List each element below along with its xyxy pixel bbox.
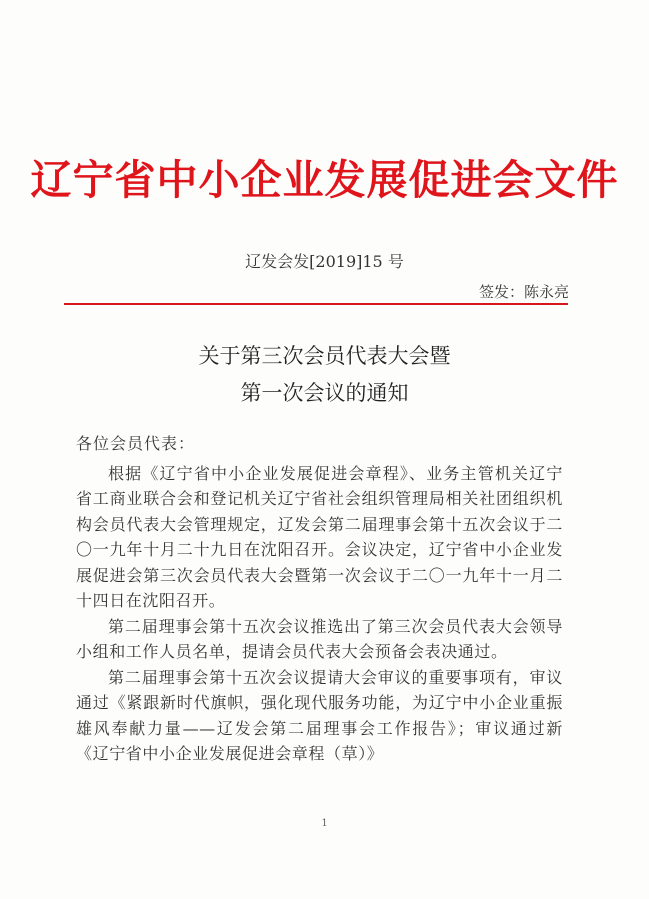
red-divider-line: [64, 303, 568, 305]
body-paragraph-3: 第二届理事会第十五次会议提请大会审议的重要事项有，审议通过《紧跟新时代旗帜，强化现代服务功能，为辽宁中小企业重振雄风奉献力量——辽发会第二届理事会工作报告》；审议通过新《辽宁省中小企业发展促进会章程（草）》: [76, 667, 563, 763]
document-number: 辽发会发[2019]15 号: [245, 252, 404, 271]
body-paragraph-1: 根据《辽宁省中小企业发展促进会章程》、业务主管机关辽宁省工商业联合会和登记机关辽宁省社会组织管理局相关社团组织机构会员代表大会管理规定，辽发会第二届理事会第十五次会议于二〇一九年十月二十九日在沈阳召开。会议决定，辽宁省中小企业发展促进会第三次会员代表大会暨第一次会议于二〇一九年十一月二十四日在沈阳召开。: [76, 463, 563, 610]
notice-title-line-2: 第一次会议的通知: [240, 381, 409, 405]
notice-body: [76, 431, 563, 767]
signer-name: 陈永亮: [523, 283, 569, 301]
document-header-title: 辽宁省中小企业发展促进会文件: [30, 156, 619, 204]
page-number: 1: [321, 818, 328, 829]
notice-title-line-1: 关于第三次会员代表大会暨: [198, 344, 451, 368]
signer-row: [479, 281, 569, 302]
body-paragraph-2: 第二届理事会第十五次会议推选出了第三次会员代表大会领导小组和工作人员名单，提请会员代表大会预备会表决通过。: [76, 616, 563, 661]
salutation: 各位会员代表：: [76, 434, 196, 453]
signer-label: 签发：: [478, 283, 524, 301]
